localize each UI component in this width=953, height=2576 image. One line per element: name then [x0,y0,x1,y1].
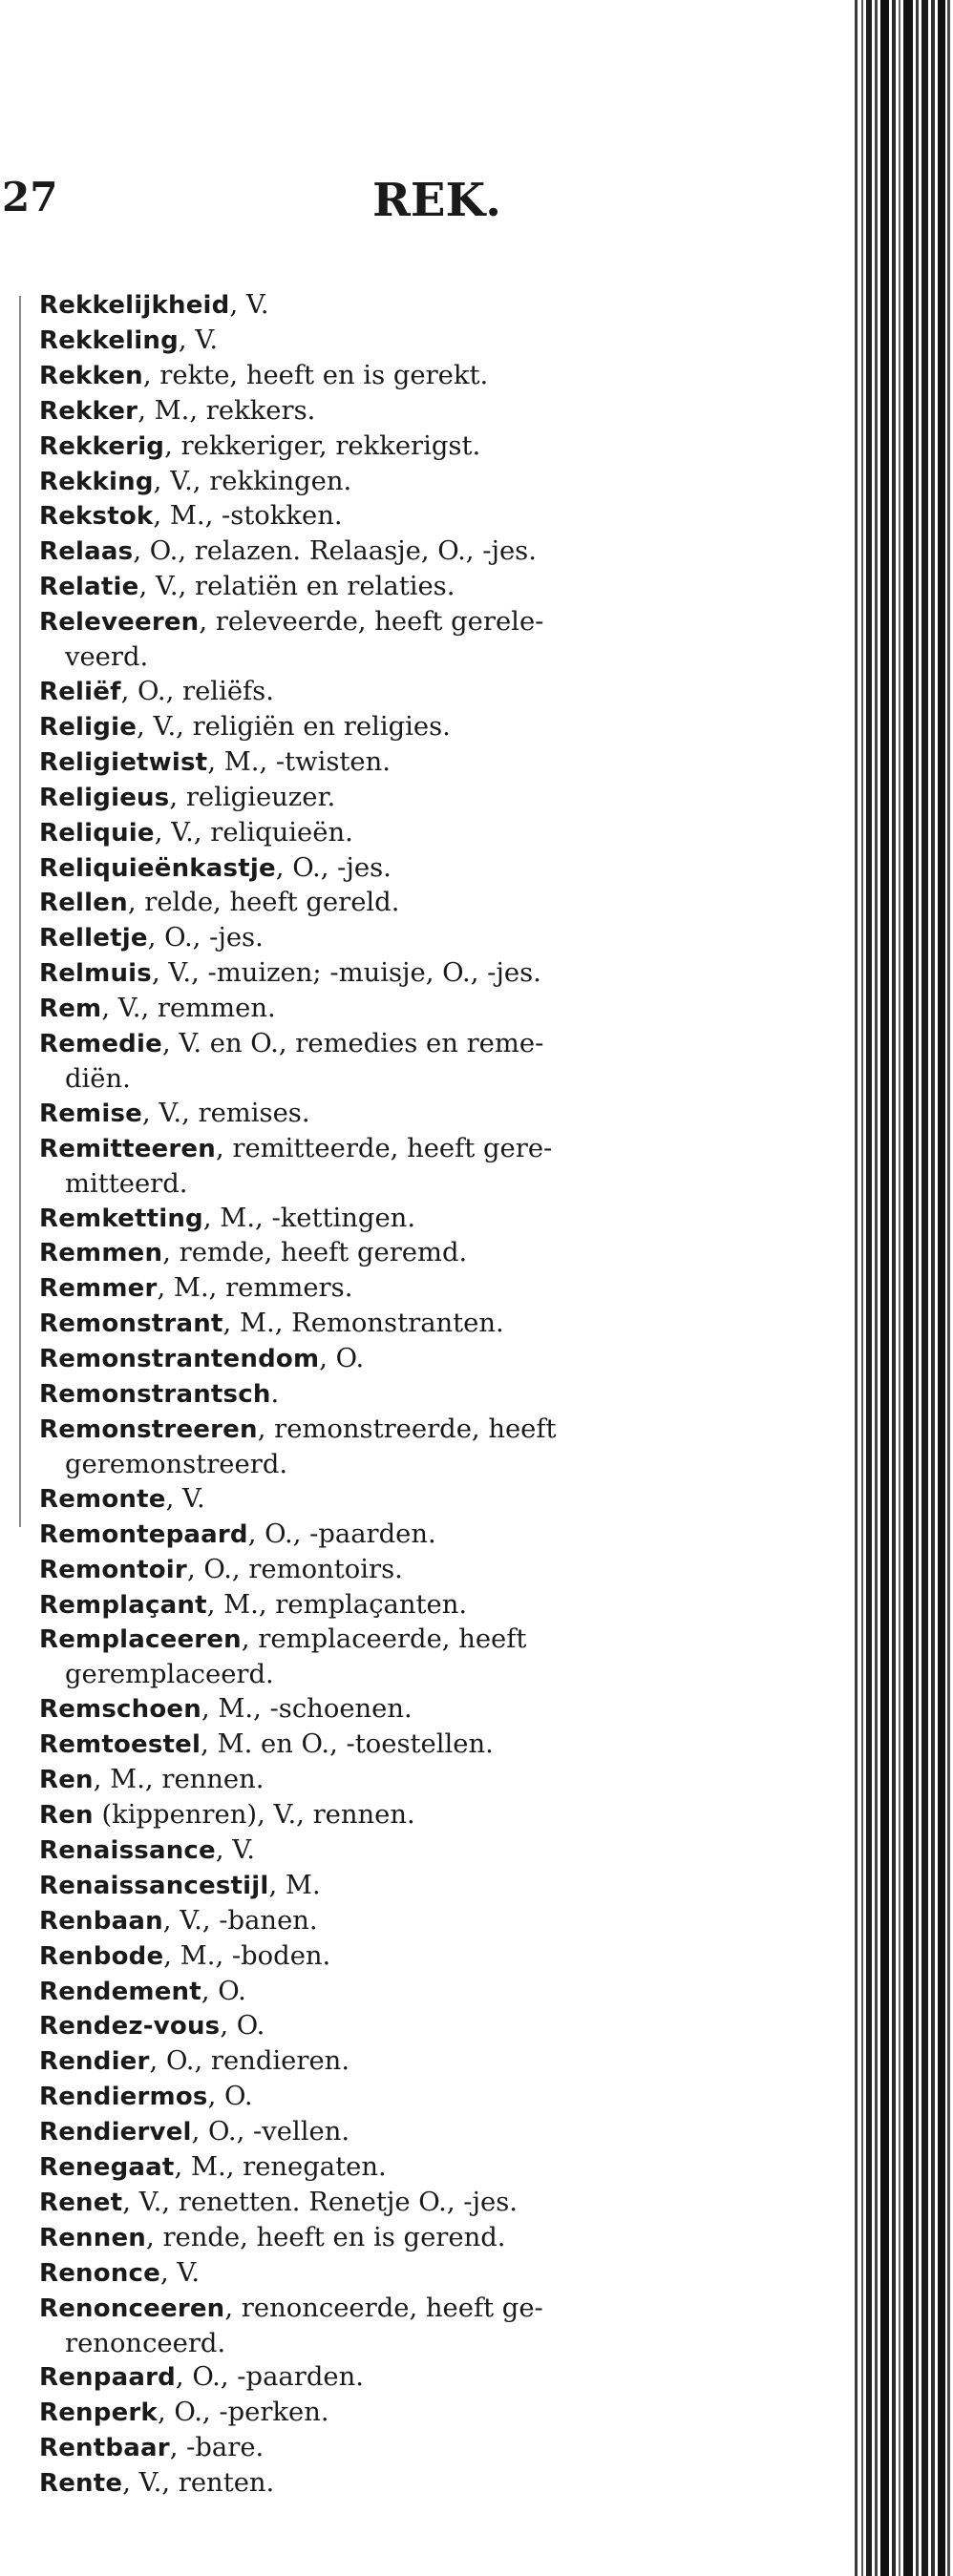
entry-headword: Religie [39,712,138,742]
entry-headword: Remonstrantendom [39,1345,320,1374]
entry-definition: , M., remplaçanten. [206,1589,468,1620]
dictionary-entry [39,1939,727,1975]
entry-definition: , rende, heeft en is gerend. [146,2222,506,2252]
entry-headword: Remschoen [39,1695,201,1725]
entry-definition: , O., reliëfs. [120,676,274,706]
entry-headword: Remonstrantsch [39,1380,271,1410]
entry-headword: Remonte [39,1484,166,1514]
dictionary-entry [39,2150,727,2186]
dictionary-entry [39,1692,727,1728]
dictionary-entry [39,2292,727,2361]
dictionary-entry [39,1798,727,1833]
dictionary-entry [39,605,727,675]
entry-definition: , O., -jes. [275,852,392,883]
dictionary-entry [39,2396,727,2431]
entry-definition: , O. [319,1344,365,1374]
entry-definition: , M., rennen. [93,1765,265,1795]
entry-headword: Rekstok [39,502,154,532]
dictionary-entry [39,1904,727,1939]
dictionary-entry [39,2221,727,2256]
margin-rule [19,296,21,1527]
entry-definition: , -bare. [169,2433,265,2463]
dictionary-entry [39,745,727,781]
entry-headword: Remplaçant [39,1590,207,1620]
entry-definition: , M., -boden. [163,1940,331,1971]
entry-headword: Relatie [39,573,139,602]
dictionary-entry [39,1342,727,1377]
entry-definition: , V., -banen. [162,1905,318,1936]
dictionary-entry [39,2431,727,2466]
dictionary-entry [39,1728,727,1763]
dictionary-entry [39,1132,727,1202]
entry-definition: , M., Remonstranten. [222,1309,504,1339]
entry-headword: Remketting [39,1204,203,1233]
entry-headword: Remtoestel [39,1730,201,1760]
entry-headword: Rekker [39,396,138,426]
entry-headword: Remise [39,1099,142,1128]
dictionary-entry [39,1271,727,1307]
entry-definition: , V. en O., remedies en reme- diën. [65,1029,544,1094]
entry-definition: , V. [215,1834,255,1865]
entry-definition: , O. [207,2082,253,2112]
entry-headword: Renbode [39,1941,164,1971]
entry-definition: , V., rekkingen. [153,466,352,496]
dictionary-entry [39,2044,727,2080]
entry-definition: (kippenren), V., rennen. [93,1799,415,1830]
entry-headword: Rem [39,995,102,1024]
dictionary-entry [39,2080,727,2115]
dictionary-entry [39,359,727,394]
entry-headword: Rente [39,2469,123,2499]
entry-headword: Rendez-vous [39,2012,221,2042]
dictionary-entry [39,288,727,324]
dictionary-entry [39,1553,727,1588]
entry-definition: , M., -schoenen. [201,1694,413,1725]
entry-headword: Rennen [39,2223,147,2252]
entry-headword: Rekkelijkheid [39,291,230,320]
entry-definition: , V. [229,290,269,320]
entry-definition: , V., renetten. Renetje O., -jes. [122,2187,518,2217]
entry-definition: , religieuzer. [169,782,336,812]
entry-definition: , O., rendieren. [149,2046,350,2077]
entry-definition: , V. [159,2257,201,2288]
entry-headword: Releveeren [39,608,200,638]
dictionary-entry [39,534,727,570]
dictionary-entry [39,1097,727,1132]
entry-headword: Rellen [39,889,128,918]
dictionary-entry [39,499,727,534]
entry-definition: , M., -kettingen. [202,1203,416,1233]
entry-definition: , O. [220,2011,265,2042]
entry-headword: Rekking [39,467,154,496]
entry-headword: Rendier [39,2047,150,2077]
entry-headword: Remontoir [39,1555,187,1584]
entry-headword: Relmuis [39,959,152,989]
entry-headword: Relaas [39,537,134,567]
dictionary-entry [39,1623,727,1692]
dictionary-entry [39,675,727,710]
dictionary-entry [39,781,727,816]
dictionary-entry [39,429,727,465]
entry-headword: Renonceeren [39,2293,225,2323]
entry-definition: , V. [165,1483,205,1514]
entry-headword: Rentbaar [39,2434,170,2463]
dictionary-entry [39,2466,727,2502]
entry-headword: Renegaat [39,2153,175,2183]
dictionary-entries [39,288,727,2502]
entry-definition: , renonceerde, heeft ge- renonceerd. [65,2293,543,2358]
dictionary-entry [39,2186,727,2221]
entry-definition: , V., renten. [122,2468,275,2499]
entry-headword: Rendiermos [39,2083,208,2112]
entry-definition: , rekkeriger, rekkerigst. [164,430,481,461]
entry-definition: , V., relatiën en relaties. [138,572,455,602]
dictionary-entry [39,956,727,992]
entry-headword: Remitteeren [39,1134,216,1163]
dictionary-entry [39,710,727,745]
entry-definition: , O., -paarden. [247,1518,436,1549]
entry-headword: Renaissance [39,1835,216,1865]
entry-definition: , M., rekkers. [138,395,316,426]
entry-definition: , M. en O., -toestellen. [201,1729,494,1760]
entry-headword: Renperk [39,2398,158,2428]
entry-headword: Rekken [39,361,143,390]
entry-headword: Remonstreeren [39,1415,258,1444]
dictionary-entry [39,992,727,1027]
entry-definition: , O., -paarden. [175,2362,364,2393]
dictionary-entry [39,851,727,887]
entry-headword: Religieus [39,783,170,812]
entry-definition: , relde, heeft gereld. [127,888,400,918]
entry-definition: , M., -stokken. [153,501,343,532]
entry-definition: , M., remmers. [157,1273,353,1304]
dictionary-entry [39,1482,727,1518]
dictionary-entry [39,1833,727,1869]
entry-headword: Renpaard [39,2363,176,2393]
entry-definition: , M. [268,1870,321,1900]
dictionary-entry [39,324,727,359]
entry-headword: Relletje [39,924,148,953]
entry-headword: Reliquieënkastje [39,853,276,883]
dictionary-entry [39,2360,727,2396]
entry-definition: , releveerde, heeft gerele- veerd. [65,607,544,673]
dictionary-entry [39,570,727,605]
dictionary-entry [39,1413,727,1482]
entry-headword: Renbaan [39,1906,163,1936]
entry-definition: , O. [201,1976,246,2006]
entry-definition: , V., reliquieën. [154,817,353,848]
entry-definition: , V., remises. [141,1098,310,1128]
dictionary-entry [39,394,727,429]
entry-headword: Remedie [39,1030,162,1059]
dictionary-entry [39,921,727,956]
running-head: REK. [372,174,501,227]
entry-definition: , remonstreerde, heeft geremonstreerd. [65,1414,557,1479]
entry-headword: Rendement [39,1977,201,2006]
entry-headword: Remonstrant [39,1309,223,1339]
entry-definition: , V. [178,325,219,355]
dictionary-entry [39,2115,727,2150]
entry-definition: , O., relazen. Relaasje, O., -jes. [133,536,537,567]
entry-definition: . [270,1379,280,1410]
entry-headword: Renet [39,2188,123,2217]
entry-definition: , V., -muizen; -muisje, O., -jes. [151,958,541,989]
dictionary-entry [39,1377,727,1413]
dictionary-entry [39,2009,727,2044]
entry-headword: Religietwist [39,747,208,777]
entry-headword: Ren [39,1800,94,1830]
entry-definition: , O., -jes. [147,923,264,953]
page-number: 27 [2,174,58,220]
entry-headword: Reliëf [39,677,121,706]
dictionary-entry [39,1588,727,1623]
entry-definition: , M., -twisten. [207,746,391,777]
book-binding-edge [853,0,953,2576]
entry-definition: , V., religiën en religies. [137,711,451,742]
entry-definition: , O., remontoirs. [186,1554,403,1584]
entry-headword: Rekkeling [39,325,179,355]
entry-definition: , remitteerde, heeft gere- mitteerd. [65,1133,553,1199]
entry-definition: , O., -perken. [157,2398,329,2428]
entry-definition: , O., -vellen. [191,2117,350,2147]
entry-definition: , remplaceerde, heeft geremplaceerd. [65,1624,527,1690]
dictionary-entry [39,816,727,851]
dictionary-entry [39,886,727,921]
dictionary-entry [39,465,727,500]
entry-headword: Ren [39,1766,94,1795]
dictionary-entry [39,1763,727,1798]
dictionary-entry [39,1236,727,1271]
entry-definition: , remde, heeft geremd. [162,1238,468,1268]
entry-headword: Renonce [39,2258,160,2288]
entry-headword: Remontepaard [39,1519,248,1549]
dictionary-entry [39,1027,727,1097]
dictionary-entry [39,2256,727,2292]
dictionary-entry [39,1975,727,2010]
dictionary-entry [39,1307,727,1342]
dictionary-entry [39,1202,727,1237]
entry-definition: , rekte, heeft en is gerekt. [142,360,489,390]
entry-headword: Rendiervel [39,2118,192,2147]
entry-headword: Remmer [39,1274,158,1304]
dictionary-entry [39,1518,727,1553]
entry-definition: , V., remmen. [101,994,276,1024]
entry-headword: Remmen [39,1239,163,1268]
entry-headword: Reliquie [39,818,155,848]
entry-headword: Renaissancestijl [39,1871,269,1900]
entry-headword: Remplaceeren [39,1625,242,1655]
entry-headword: Rekkerig [39,431,165,461]
entry-definition: , M., renegaten. [174,2152,387,2183]
dictionary-entry [39,1869,727,1904]
